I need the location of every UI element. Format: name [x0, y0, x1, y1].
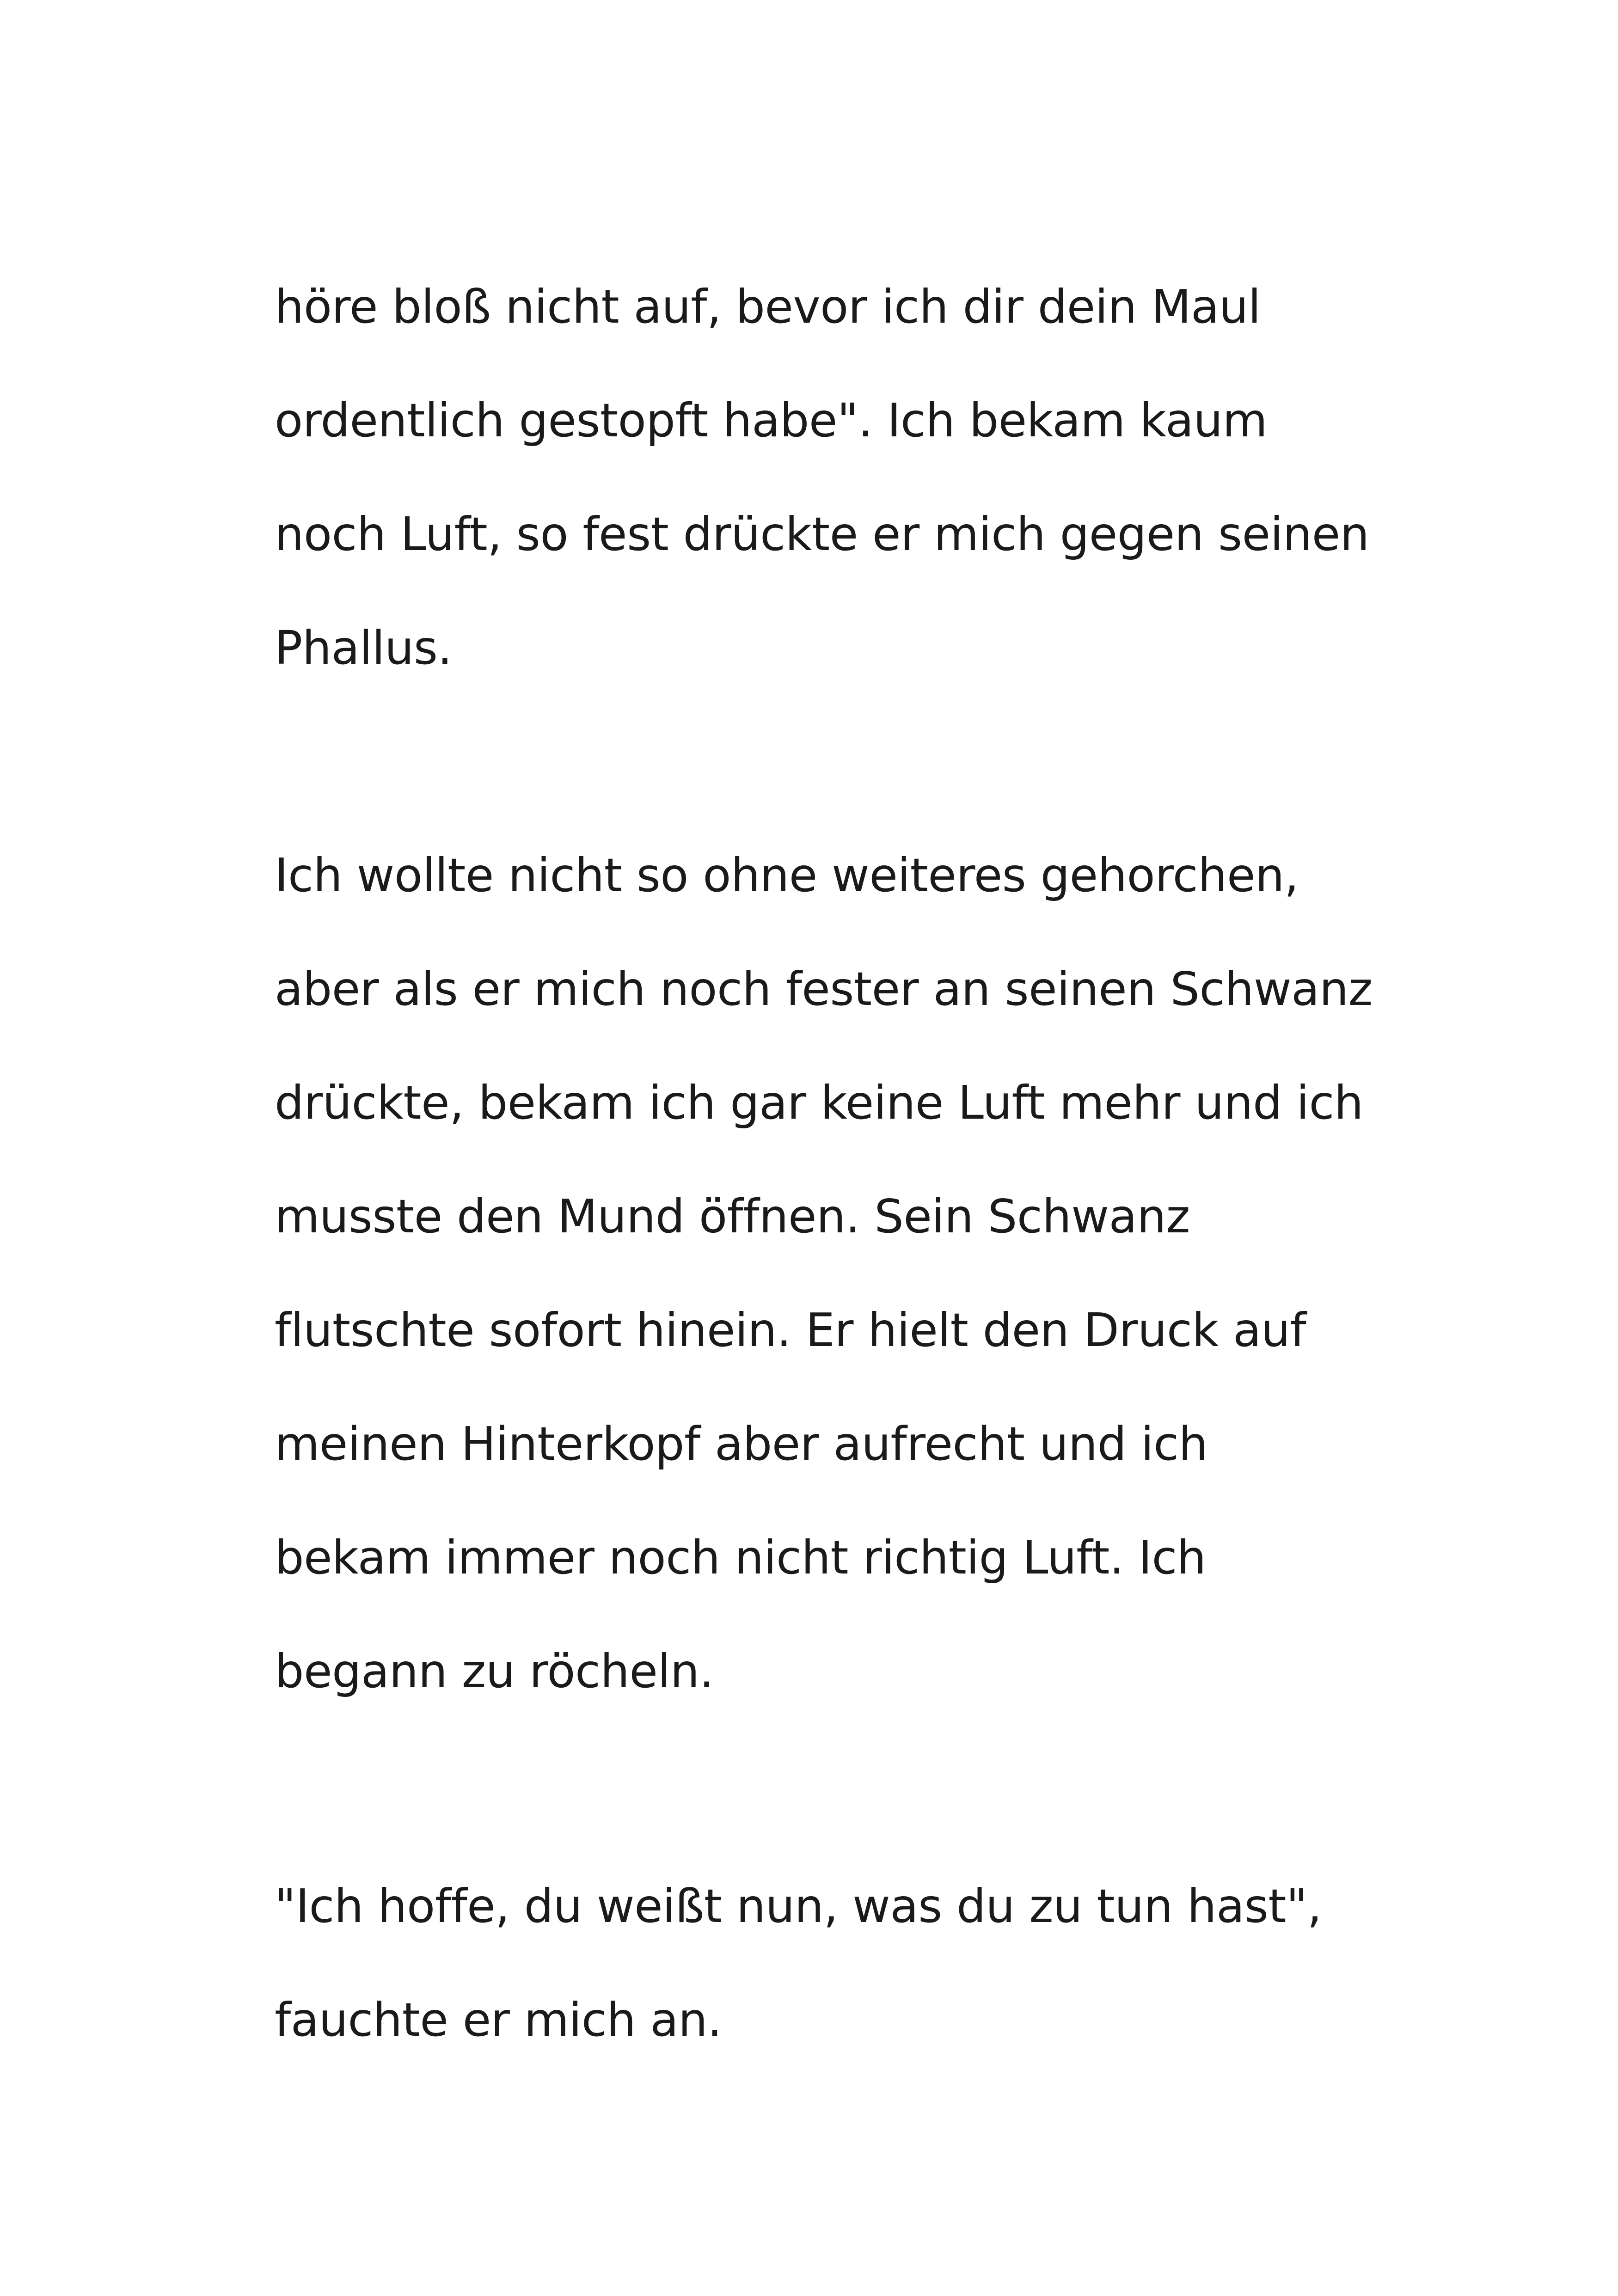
text-line: bekam immer noch nicht richtig Luft. Ich [275, 1531, 1206, 1585]
text-line: meinen Hinterkopf aber aufrecht und ich [275, 1417, 1208, 1471]
text-line: drückte, bekam ich gar keine Luft mehr und ich [275, 1076, 1363, 1130]
text-line: ordentlich gestopft habe". Ich bekam kaum [275, 393, 1268, 447]
text-line: "Ich hoffe, du weißt nun, was du zu tun hast", [275, 1879, 1322, 1933]
text-line: höre bloß nicht auf, bevor ich dir dein Maul [275, 280, 1261, 334]
text-line: aber als er mich noch fester an seinen Schwanz [275, 962, 1373, 1016]
paragraph-2 [275, 819, 1523, 1728]
text-line: musste den Mund öffnen. Sein Schwanz [275, 1189, 1190, 1243]
text-line: fauchte er mich an. [275, 1993, 722, 2047]
paragraph-1 [275, 250, 1523, 705]
paragraph-3 [275, 1849, 1523, 2077]
text-line: Phallus. [275, 621, 452, 675]
text-line: Ich wollte nicht so ohne weiteres gehorchen, [275, 848, 1299, 902]
text-line: noch Luft, so fest drückte er mich gegen seinen [275, 507, 1369, 561]
text-line: begann zu röcheln. [275, 1644, 714, 1698]
text-line: flutschte sofort hinein. Er hielt den Druck auf [275, 1303, 1306, 1357]
